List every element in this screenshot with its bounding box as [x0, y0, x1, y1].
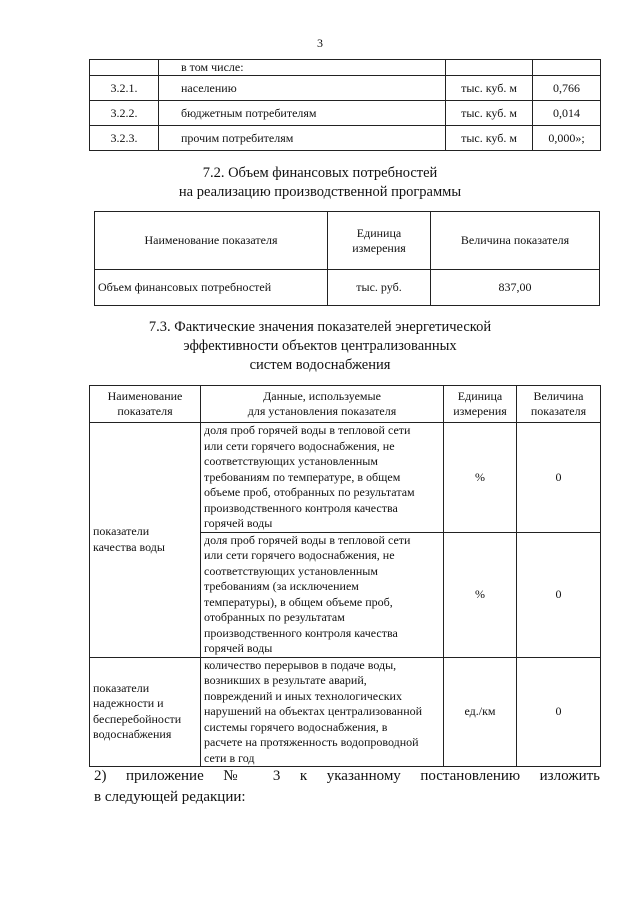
table-row [90, 657, 601, 767]
row-unit: % [444, 423, 517, 533]
row-value: 0 [517, 532, 601, 657]
row-description: количество перерывов в подаче воды, возникших в результате аварий, повреждений и иных технологических нарушений на объектах централизованной системы горячего водоснабжения, в расчете на протяженность водопроводной сети в год [201, 657, 444, 767]
row-name: прочим потребителям [159, 126, 446, 151]
row-name: населению [159, 76, 446, 101]
row-number: 3.2.1. [90, 76, 159, 101]
header-unit: Единица измерения [444, 386, 517, 423]
water-consumers-table [89, 59, 601, 151]
row-value: 0,014 [533, 101, 601, 126]
row-value: 0 [517, 423, 601, 533]
row-number: 3.2.3. [90, 126, 159, 151]
table-row [90, 76, 601, 101]
row-value: 0 [517, 657, 601, 767]
header-unit: Единица измерения [328, 212, 431, 270]
row-name: бюджетным потребителям [159, 101, 446, 126]
financial-needs-table [94, 211, 600, 306]
row-value: 0,766 [533, 76, 601, 101]
header-value: Величина показателя [517, 386, 601, 423]
row-unit: тыс. куб. м [446, 101, 533, 126]
row-description: доля проб горячей воды в тепловой сети или сети горячего водоснабжения, не соответствующих установленным требованиям (за исключением температуры), в общем объеме проб, отобранных по результатам производственного контроля качества горячей воды [201, 532, 444, 657]
closing-paragraph-line-2: в следующей редакции: [94, 789, 246, 805]
row-number: 3.2.2. [90, 101, 159, 126]
table-row [90, 60, 601, 76]
table-row [90, 101, 601, 126]
header-name: Наименование показателя [95, 212, 328, 270]
row-name: Объем финансовых потребностей [95, 270, 328, 306]
row-unit: % [444, 532, 517, 657]
header-data: Данные, используемые для установления показателя [201, 386, 444, 423]
table-row [90, 423, 601, 533]
row-unit: тыс. куб. м [446, 126, 533, 151]
table-row [95, 270, 600, 306]
header-value: Величина показателя [431, 212, 600, 270]
section-heading-7-2: 7.2. Объем финансовых потребностей на реализацию производственной программы [178, 165, 462, 200]
header-name: Наименование показателя [90, 386, 201, 423]
table-header-row [90, 386, 601, 423]
row-value: 0,000»; [533, 126, 601, 151]
table-row [90, 126, 601, 151]
group-label-reliability: показатели надежности и бесперебойности водоснабжения [90, 657, 201, 767]
subheader-cell: в том числе: [159, 60, 446, 76]
section-heading-7-3: 7.3. Фактические значения показателей энергетической эффективности объектов централизованных систем водоснабжения [148, 319, 492, 373]
page-number: 3 [317, 36, 323, 50]
row-unit: ед./км [444, 657, 517, 767]
row-unit: тыс. куб. м [446, 76, 533, 101]
group-label-water-quality: показатели качества воды [90, 423, 201, 658]
closing-paragraph-line-1: 2) приложение № 3 к указанному постановлению изложить [94, 768, 600, 784]
table-header-row [95, 212, 600, 270]
row-description: доля проб горячей воды в тепловой сети или сети горячего водоснабжения, не соответствующих установленным требованиям по температуре, в общем объеме проб, отобранных по результатам производственного контроля качества горячей воды [201, 423, 444, 533]
row-unit: тыс. руб. [328, 270, 431, 306]
row-value: 837,00 [431, 270, 600, 306]
energy-efficiency-table [89, 385, 601, 767]
